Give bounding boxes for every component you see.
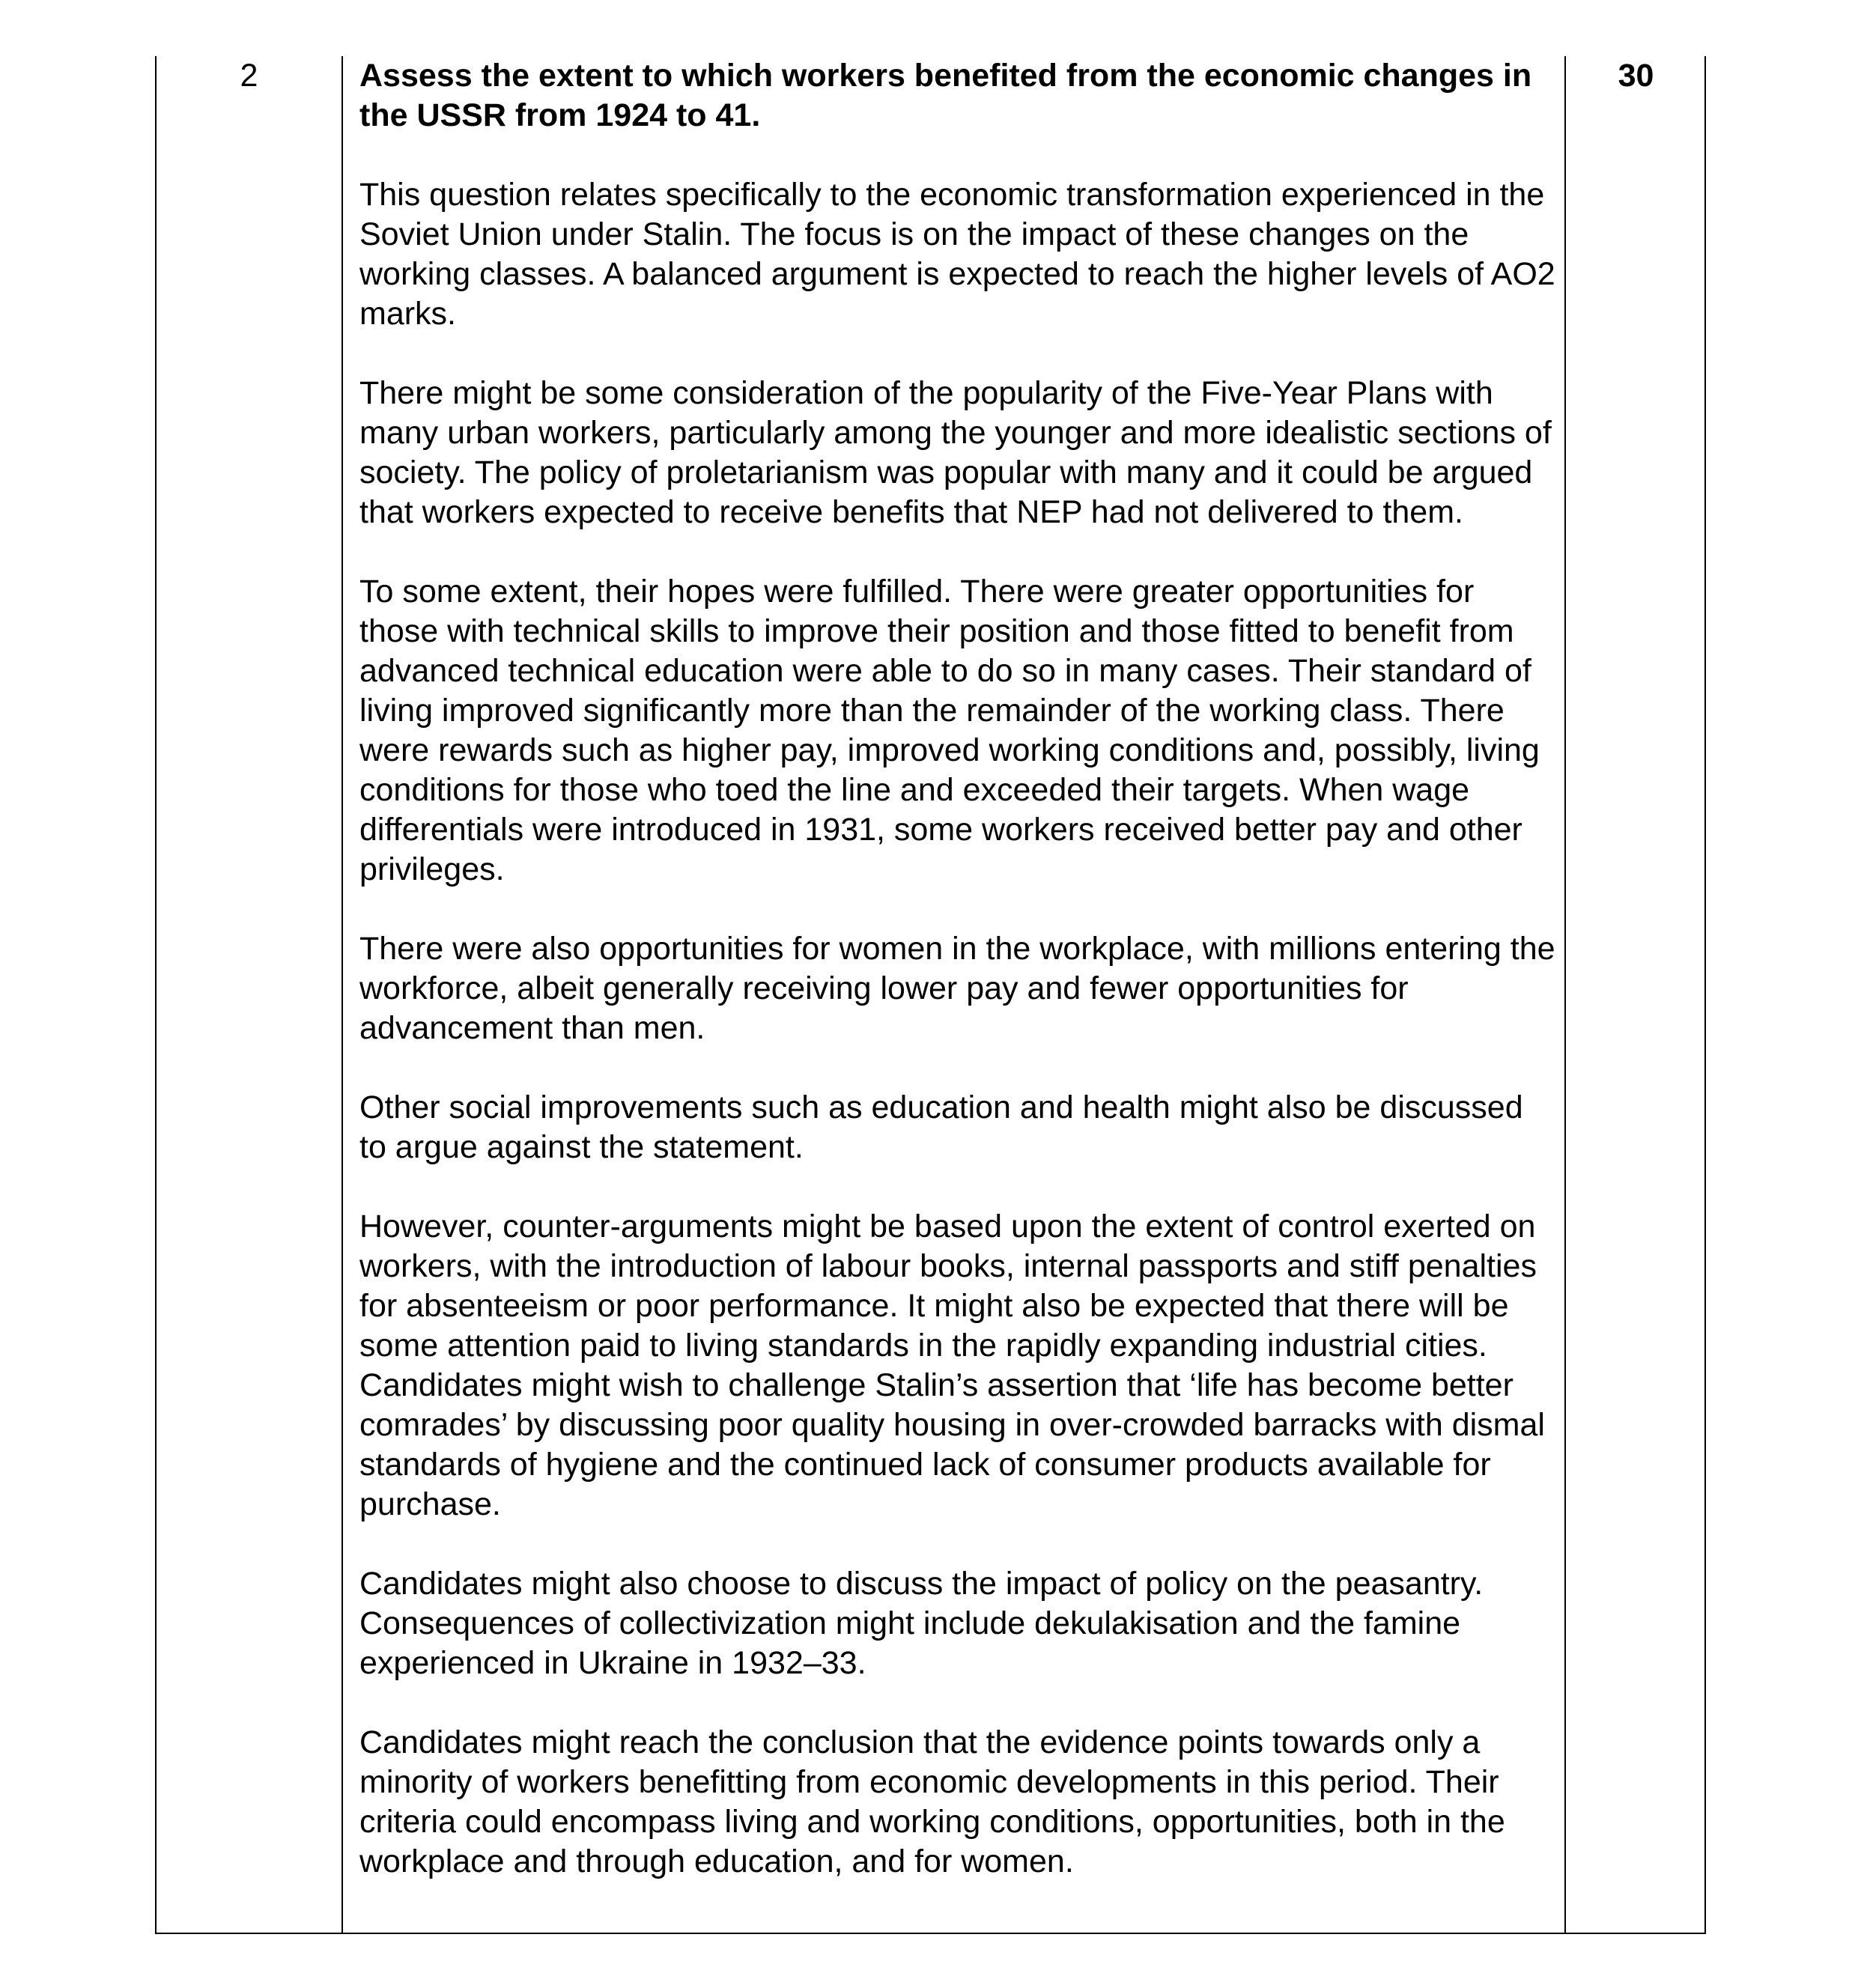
column-divider-left [341,56,343,1933]
guidance-paragraph: There might be some consideration of the popularity of the Five-Year Plans with many urban workers, particularly among the younger and more idealistic sections of society. The policy of proletarianism was popular with many and it could be argued that workers expected to receive benefits that NEP had not delivered to them. [359,375,1552,530]
column-divider-right [1564,56,1566,1933]
question-title: Assess the extent to which workers benefited from the economic changes in the USSR from 1924 to 41. [359,58,1532,133]
question-marks: 30 [1618,58,1654,94]
mark-scheme-table [155,56,1706,1934]
guidance-paragraph: However, counter-arguments might be based upon the extent of control exerted on workers, with the introduction of labour books, internal passports and stiff penalties for absenteeism or poor performance. It might also be expected that there will be some attention paid to living standards in the rapidly expanding industrial cities. Candidates might wish to challenge Stalin’s assertion that ‘life has become better comrades’ by discussing poor quality housing in over-crowded barracks with dismal standards of hygiene and the continued lack of consumer products available for purchase. [359,1209,1545,1522]
guidance-paragraph: To some extent, their hopes were fulfilled. There were greater opportunities for those with technical skills to improve their position and those fitted to benefit from advanced technical education were able to do so in many cases. Their standard of living improved significantly more than the remainder of the working class. There were rewards such as higher pay, improved working conditions and, possibly, living conditions for those who toed the line and exceeded their targets. When wage differentials were introduced in 1931, some workers received better pay and other privileges. [359,574,1540,887]
guidance-paragraph: Other social improvements such as education and health might also be discussed to argue against the statement. [359,1089,1523,1165]
guidance-paragraph: This question relates specifically to the economic transformation experienced in the Soviet Union under Stalin. The focus is on the impact of these changes on the working classes. A balanced argument is expected to reach the higher levels of AO2 marks. [359,177,1555,332]
question-number: 2 [240,58,258,94]
guidance-paragraph: Candidates might reach the conclusion that the evidence points towards only a minority of workers benefitting from economic developments in this period. Their criteria could encompass living and working conditions, opportunities, both in the workplace and through education, and for women. [359,1724,1505,1879]
guidance-paragraph: Candidates might also choose to discuss the impact of policy on the peasantry. Consequences of collectivization might include dekulakisation and the famine experienced in Ukraine in 1932–33. [359,1566,1484,1681]
guidance-paragraph: There were also opportunities for women in the workplace, with millions entering the workforce, albeit generally receiving lower pay and fewer opportunities for advancement than men. [359,931,1555,1046]
question-content [359,56,1558,1882]
